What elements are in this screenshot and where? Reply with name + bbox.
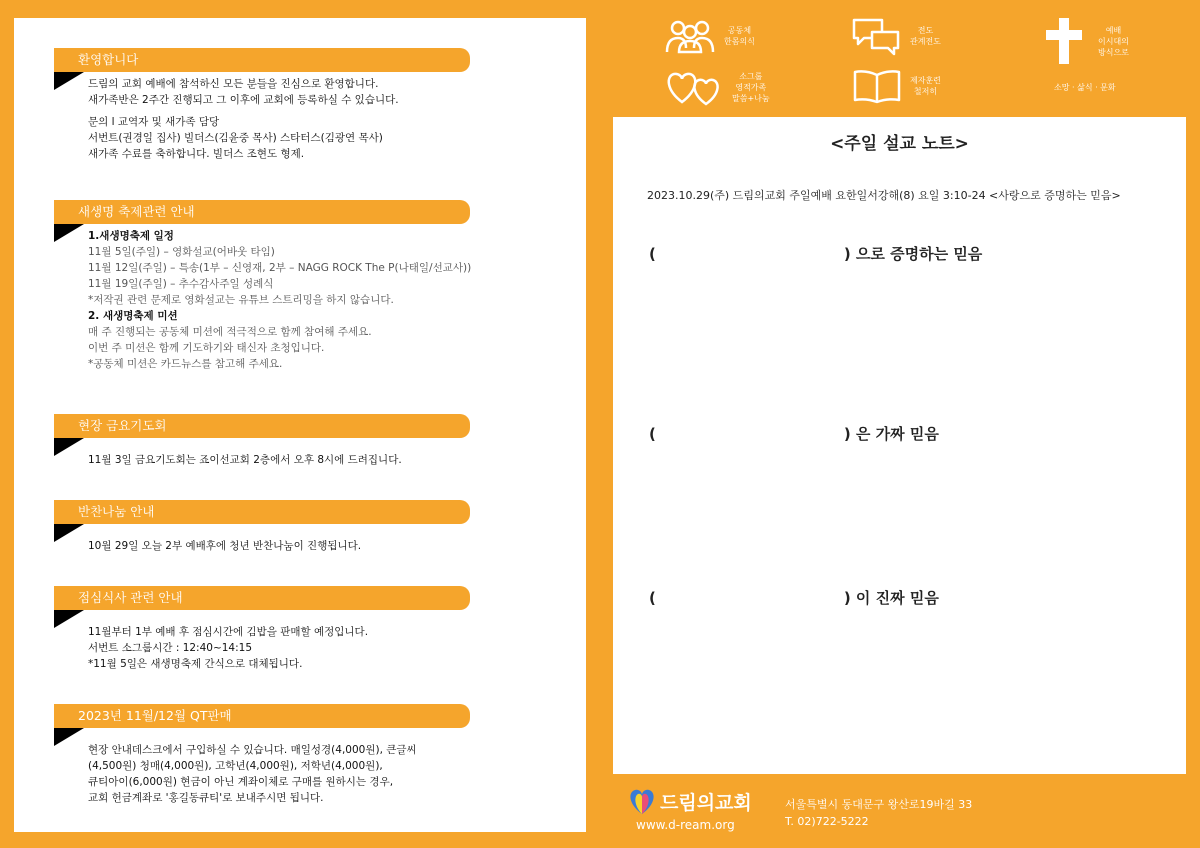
- value-desc: 관계전도: [910, 37, 941, 46]
- text-line: 드림의 교회 예배에 참석하신 모든 분들을 진심으로 환영합니다.: [88, 78, 379, 90]
- text-line: 문의 l 교역자 및 새가족 담당: [88, 116, 220, 128]
- value-desc: 철저히: [913, 87, 938, 96]
- text-line: 서번트 소그룹시간 : 12:40~14:15: [88, 642, 253, 654]
- section-title: 2023년 11월/12월 QT판매: [54, 704, 470, 728]
- ribbon-fold: [54, 438, 84, 456]
- festival-section: [54, 200, 514, 372]
- section-title: 점심식사 관련 안내: [54, 586, 470, 610]
- section-header: [54, 414, 514, 438]
- ribbon-fold: [54, 224, 84, 242]
- blank-text: ) 으로 증명하는 믿음: [843, 245, 983, 263]
- text-line: 매 주 진행되는 공동체 미션에 적극적으로 함께 참여해 주세요.: [88, 326, 372, 338]
- lunch-section: [54, 586, 514, 672]
- cross-icon: [1044, 16, 1084, 66]
- church-website[interactable]: www.d-ream.org: [636, 818, 735, 832]
- address-line: 서울특별시 동대문구 왕산로19바길 33: [785, 798, 973, 811]
- text-line: 11월부터 1부 예배 후 점심시간에 김밥을 판매할 예정입니다.: [88, 626, 369, 638]
- blank-open-paren: (: [649, 245, 656, 263]
- value-title: 소그룹: [739, 71, 763, 81]
- section-header: [54, 48, 514, 72]
- text-line: 새가족 수료를 축하합니다. 빌더스 조현도 형제.: [88, 148, 305, 160]
- value-title: 전도: [917, 26, 934, 35]
- fill-in-blank: [649, 587, 939, 608]
- qt-sale-section: [54, 704, 514, 806]
- core-values: [640, 14, 1180, 114]
- fill-in-blank: [649, 243, 982, 264]
- sermon-info: 2023.10.29(주) 드림의교회 주일예배 요한일서강해(8) 요일 3:10-24 <사랑으로 증명하는 믿음>: [647, 189, 1121, 202]
- church-footer: [620, 780, 1190, 840]
- ribbon-fold: [54, 72, 84, 90]
- value-desc: 영적가족: [735, 82, 767, 92]
- text-line: 서번트(권경일 집사) 빌더스(김윤중 목사) 스타터스(김광연 목사): [88, 132, 383, 144]
- small-group-value: [664, 68, 770, 106]
- section-title: 현장 금요기도회: [54, 414, 470, 438]
- subheading: 2. 새생명축제 미션: [88, 310, 178, 322]
- discipleship-value: [852, 68, 941, 104]
- church-address: [785, 796, 972, 830]
- value-title: 제자훈련: [910, 76, 941, 85]
- section-title: 반찬나눔 안내: [54, 500, 470, 524]
- worship-value: [1044, 16, 1129, 66]
- value-desc: 방식으로: [1098, 47, 1129, 57]
- text-line: *저작권 관련 문제로 영화설교는 유튜브 스트리밍을 하지 않습니다.: [88, 294, 394, 306]
- text-line: 교회 헌금계좌로 '홍길동큐티'로 보내주시면 됩니다.: [88, 792, 324, 804]
- open-book-icon: [852, 68, 902, 104]
- evangelism-value: [850, 16, 941, 56]
- text-line: 큐티아이(6,000원) 현금이 아닌 계좌이체로 구매를 원하시는 경우,: [88, 776, 394, 788]
- speech-bubbles-icon: [850, 16, 902, 56]
- text-line: 11월 19일(주일) – 추수감사주일 성례식: [88, 278, 274, 290]
- ribbon-fold: [54, 728, 84, 746]
- ribbon-fold: [54, 610, 84, 628]
- section-header: [54, 704, 514, 728]
- section-title: 새생명 축제관련 안내: [54, 200, 470, 224]
- value-desc: 말씀+나눔: [732, 93, 770, 103]
- subheading: 1.새생명축제 일정: [88, 230, 174, 242]
- value-desc: 이시대의: [1098, 36, 1129, 46]
- side-dish-section: [54, 500, 514, 554]
- text-line: *공동체 미션은 카드뉴스를 참고해 주세요.: [88, 358, 283, 370]
- value-title: 공동체: [727, 26, 752, 35]
- section-header: [54, 586, 514, 610]
- ribbon-fold: [54, 524, 84, 542]
- church-logo-icon: [626, 786, 658, 816]
- hearts-icon: [664, 68, 724, 106]
- sermon-notes: [613, 117, 1186, 774]
- text-line: 10월 29일 오늘 2부 예배후에 청년 반찬나눔이 진행됩니다.: [88, 540, 362, 552]
- notes-title: <주일 설교 노트>: [830, 134, 969, 154]
- welcome-section: [54, 48, 514, 162]
- section-header: [54, 200, 514, 224]
- fill-in-blank: [649, 423, 939, 444]
- text-line: 현장 안내데스크에서 구입하실 수 있습니다. 매일성경(4,000원), 큰글씨: [88, 744, 417, 756]
- blank-open-paren: (: [649, 589, 656, 607]
- value-title: 예배: [1105, 25, 1122, 35]
- blank-text: ) 이 진짜 믿음: [843, 589, 939, 607]
- section-header: [54, 500, 514, 524]
- value-desc: 한몸의식: [724, 37, 755, 46]
- text-line: *11월 5일은 새생명축제 간식으로 대체됩니다.: [88, 658, 303, 670]
- people-icon: [664, 18, 716, 54]
- community-value: [664, 18, 755, 54]
- church-name: 드림의교회: [660, 792, 752, 814]
- blank-open-paren: (: [649, 425, 656, 443]
- friday-prayer-section: [54, 414, 514, 468]
- section-title: 환영합니다: [54, 48, 470, 72]
- phone-number: T. 02)722-5222: [785, 815, 869, 828]
- announcements-page: [14, 18, 586, 832]
- text-line: 이번 주 미션은 함께 기도하기와 태신자 초청입니다.: [88, 342, 325, 354]
- text-line: 11월 5일(주일) – 영화설교(어바웃 타임): [88, 246, 275, 258]
- text-line: (4,500원) 청매(4,000원), 고학년(4,000원), 저학년(4,000원),: [88, 760, 383, 772]
- text-line: 11월 3일 금요기도회는 죠이선교회 2층에서 오후 8시에 드려집니다.: [88, 454, 402, 466]
- text-line: 11월 12일(주일) – 특송(1부 – 신영재, 2부 – NAGG ROCK The P(나태일/선교사)): [88, 262, 472, 274]
- blank-text: ) 은 가짜 믿음: [843, 425, 939, 443]
- culture-value: 소망 · 삶식 · 문화: [1054, 83, 1116, 92]
- text-line: 새가족반은 2주간 진행되고 그 이후에 교회에 등록하실 수 있습니다.: [88, 94, 399, 106]
